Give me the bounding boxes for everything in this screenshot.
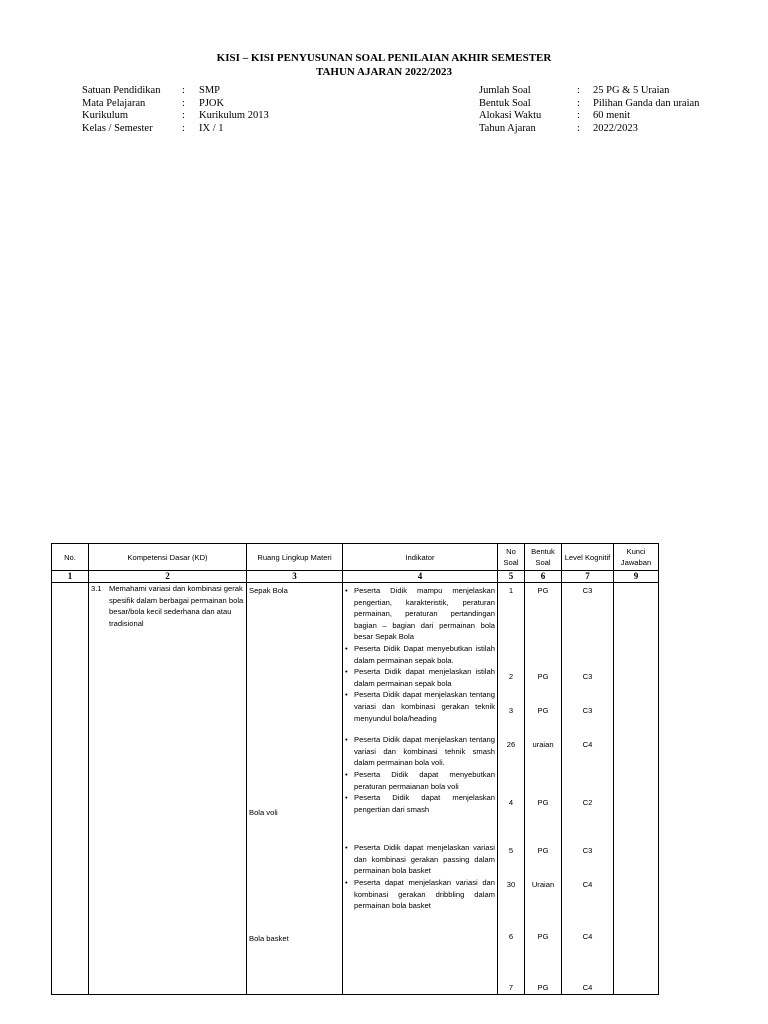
no-soal: 6 (508, 932, 514, 941)
indikator-group (345, 825, 495, 912)
bullet: • (345, 586, 348, 595)
bullet: • (345, 843, 348, 853)
meta-row (82, 110, 269, 123)
meta-separator: : (577, 110, 580, 121)
meta-row (82, 123, 269, 136)
indikator-text: Peserta Didik dapat menjelaskan tentang variasi dan kombinasi tehnik smash dalam permainan bola voli. (354, 735, 495, 768)
meta-value: IX / 1 (199, 122, 224, 134)
indikator-group (345, 734, 495, 815)
meta-separator: : (577, 85, 580, 96)
level-kognitif: C4 (582, 880, 593, 889)
bullet: • (345, 667, 348, 677)
meta-value: SMP (199, 85, 221, 96)
meta-separator: : (182, 85, 185, 96)
bentuk-soal: PG (537, 798, 549, 807)
indikator-item (345, 585, 495, 643)
meta-value: 25 PG & 5 Uraian (593, 85, 670, 96)
no-soal: 2 (508, 672, 514, 681)
kisi-table (51, 543, 659, 995)
meta-label: Satuan Pendidikan (82, 85, 161, 96)
table-header-row (52, 544, 659, 571)
kd-number: 3.1 (91, 584, 102, 593)
indikator-text: Peserta Didik dapat menjelaskan variasi dan kombinasi gerakan passing dalam permainan bola basket (354, 843, 495, 876)
materi-label: Bola basket (249, 934, 289, 943)
level-kognitif: C3 (582, 706, 593, 715)
bullet: • (345, 690, 348, 700)
level-cell (562, 583, 614, 995)
indikator-item (345, 842, 495, 877)
meta-row (479, 85, 699, 98)
indikator-item (345, 666, 495, 689)
bullet: • (345, 643, 348, 653)
indikator-item (345, 877, 495, 912)
bentuk-soal: PG (537, 983, 549, 992)
indikator-item (345, 643, 495, 666)
column-header: Ruang Lingkup Materi (247, 544, 343, 571)
bentuk-soal: PG (537, 932, 549, 941)
meta-value: Kurikulum 2013 (199, 110, 269, 121)
no-soal: 26 (506, 740, 516, 749)
bullet: • (345, 769, 348, 779)
document-subtitle: TAHUN AJARAN 2022/2023 (315, 66, 453, 78)
column-number: 1 (52, 571, 89, 583)
no-soal: 30 (506, 880, 516, 889)
bentuk-cell (525, 583, 562, 995)
meta-value: 2022/2023 (593, 122, 638, 134)
level-kognitif: C3 (582, 672, 593, 681)
document-title: KISI – KISI PENYUSUNAN SOAL PENILAIAN AKHIR SEMESTER (216, 52, 552, 64)
level-kognitif: C4 (582, 740, 593, 749)
meta-separator: : (182, 122, 185, 134)
meta-value: Pilihan Ganda dan uraian (593, 97, 700, 109)
meta-value: 60 menit (593, 110, 631, 121)
indikator-text: Peserta Didik dapat menjelaskan pengertian dari smash (354, 793, 495, 814)
materi-cell (247, 583, 343, 995)
kd-wrap (91, 583, 244, 629)
meta-label: Alokasi Waktu (479, 110, 542, 121)
no-soal: 1 (508, 586, 514, 595)
column-number: 6 (525, 571, 562, 583)
no-soal: 7 (508, 983, 514, 992)
meta-label: Kelas / Semester (82, 122, 153, 134)
kunci-cell (614, 583, 659, 995)
column-header: Bentuk Soal (525, 544, 562, 571)
bentuk-soal: PG (537, 706, 549, 715)
column-number: 2 (89, 571, 247, 583)
meta-row (82, 85, 269, 98)
materi-label: Sepak Bola (249, 586, 288, 595)
meta-left (82, 85, 269, 135)
column-header: Indikator (343, 544, 498, 571)
column-header: Level Kognitif (562, 544, 614, 571)
bentuk-soal: PG (537, 586, 549, 595)
bentuk-soal: Uraian (531, 880, 555, 889)
level-kognitif: C3 (582, 586, 593, 595)
no-soal-cell (498, 583, 525, 995)
column-number: 9 (614, 571, 659, 583)
meta-label: Jumlah Soal (479, 85, 531, 96)
meta-row (479, 98, 699, 111)
column-header: Kunci Jawaban (614, 544, 659, 571)
indikator-item (345, 689, 495, 724)
bentuk-soal: PG (537, 846, 549, 855)
indikator-text: Peserta dapat menjelaskan variasi dan kombinasi gerakan dribbling dalam permainan bola basket (354, 878, 495, 911)
level-kognitif: C2 (582, 798, 593, 807)
meta-label: Tahun Ajaran (479, 122, 536, 134)
level-kognitif: C3 (582, 846, 593, 855)
table-row (52, 583, 659, 995)
meta-label: Mata Pelajaran (82, 97, 146, 109)
column-number: 7 (562, 571, 614, 583)
column-number-row (52, 571, 659, 583)
indikator-text: Peserta Didik Dapat menyebutkan istilah dalam permainan sepak bola. (354, 643, 495, 665)
no-soal: 4 (508, 798, 514, 807)
kd-text: Memahami variasi dan kombinasi gerak spesifik dalam berbagai permainan bola besar/bola kecil sederhana dan atau tradisional (109, 584, 244, 628)
meta-separator: : (577, 97, 580, 109)
indikator-cell (343, 583, 498, 995)
level-kognitif: C4 (582, 932, 593, 941)
indikator-text: Peserta Didik mampu menjelaskan pengertian, karakteristik, peraturan permainan, peraturan pertandingan bagian – bagian dari permainan bola besar Sepak Bola (354, 586, 495, 642)
bullet: • (345, 793, 348, 803)
column-header: Kompetensi Dasar (KD) (89, 544, 247, 571)
column-number: 4 (343, 571, 498, 583)
meta-separator: : (577, 122, 580, 134)
column-number: 5 (498, 571, 525, 583)
indikator-item (345, 792, 495, 815)
no-soal: 5 (508, 846, 514, 855)
indikator-text: Peserta Didik dapat menyebutkan peraturan permaianan bola voli (354, 769, 495, 791)
meta-row (82, 98, 269, 111)
level-kognitif: C4 (582, 983, 593, 992)
meta-row (479, 110, 699, 123)
meta-separator: : (182, 110, 185, 121)
column-header: No Soal (498, 544, 525, 571)
kd-cell (89, 583, 247, 995)
meta-right (479, 85, 699, 135)
bullet: • (345, 735, 348, 745)
meta-separator: : (182, 97, 185, 109)
meta-row (479, 123, 699, 136)
meta-value: PJOK (199, 97, 225, 109)
bentuk-soal: PG (537, 672, 549, 681)
indikator-text: Peserta Didik dapat menjelaskan istilah dalam permainan sepak bola (354, 667, 495, 688)
indikator-group (345, 585, 495, 724)
indikator-item (345, 769, 495, 792)
no-soal: 3 (508, 706, 514, 715)
bentuk-soal: uraian (532, 740, 554, 749)
materi-label: Bola voli (249, 808, 278, 817)
no-cell (52, 583, 89, 995)
bullet: • (345, 878, 348, 888)
indikator-text: Peserta Didik dapat menjelaskan tentang variasi dan kombinasi gerakan teknik menyundul bola/heading (354, 690, 495, 723)
indikator-item (345, 734, 495, 769)
column-header: No. (52, 544, 89, 571)
meta-label: Kurikulum (82, 110, 129, 121)
meta-label: Bentuk Soal (479, 97, 531, 109)
column-number: 3 (247, 571, 343, 583)
